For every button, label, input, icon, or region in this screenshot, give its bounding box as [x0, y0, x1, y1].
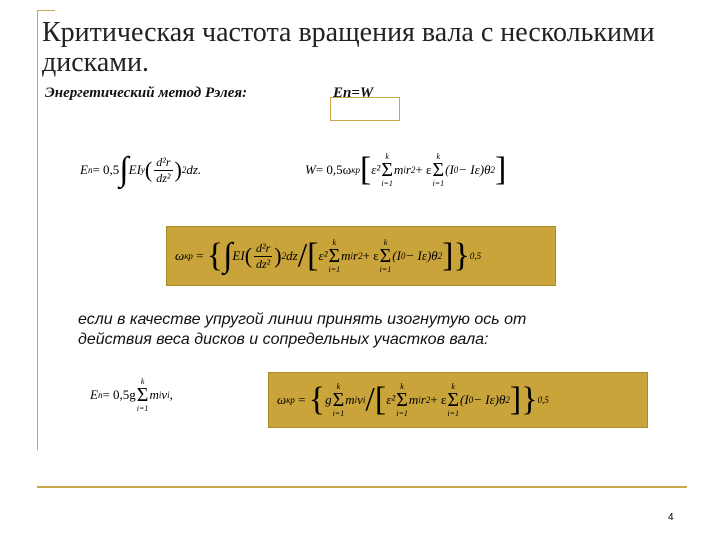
formula-subscript: y	[140, 165, 145, 175]
formula-stiffness: EI	[232, 248, 245, 263]
method-subtitle: Энергетический метод Рэлея:	[45, 85, 248, 101]
formula-subscript: п	[87, 165, 93, 175]
left-frame-line	[37, 10, 38, 450]
formula-subscript: кр	[351, 165, 360, 175]
formula-symbol: W	[305, 162, 316, 177]
fraction-numerator: d²r	[156, 154, 171, 169]
exponent: 2	[181, 165, 187, 175]
energy-equality: Еп=W	[333, 85, 374, 101]
formula-plus: + ε	[415, 162, 432, 177]
brace-left: {	[206, 237, 224, 274]
derivative-fraction	[154, 155, 172, 186]
footer-divider	[37, 486, 687, 488]
formula-stiffness: EI	[128, 162, 141, 177]
exponent: 0,5	[469, 251, 482, 261]
integral-sign: ∫	[119, 151, 129, 188]
formula-symbol: ω	[175, 248, 185, 263]
paren-right: )	[174, 157, 182, 182]
formula-kinetic-energy: W = 0,5ω кр [ ε² k Σ i=1 m i r 2 + ε k Σ i=1 (I 0 − I ε)θ 2 ]	[305, 151, 507, 188]
formula-radius: r	[405, 162, 411, 177]
division-slash: /	[297, 237, 308, 274]
slide-title: Критическая частота вращения вала с несколькими дисками.	[42, 17, 655, 78]
formula-symbol: E	[80, 162, 88, 177]
bracket-left: [	[359, 151, 372, 188]
page-number: 4	[668, 512, 674, 523]
fraction-denominator: dz²	[156, 170, 171, 185]
formula-critical-frequency: ω кр = { ∫ EI ( $\frac{\text{d²r}}{\text{dz²}}$ ) 2 dz / [ ε² k Σ i=1 m i r 2 + ε k Σ i=1 (I 0 − I ε)θ 2 ] } 0,5	[166, 226, 556, 286]
paren-left: (	[144, 157, 153, 182]
derivative-fraction: $\frac{\text{d²r}}{\text{dz²}}$	[256, 240, 271, 271]
energy-equality-box	[330, 97, 400, 121]
formula-coefficient: = 0,5	[92, 162, 120, 177]
top-frame-line	[37, 10, 55, 11]
formula-theta: ε)θ	[474, 162, 491, 177]
body-text: если в качестве упругой линии принять изогнутую ось от действия веса дисков и сопредельных участков вала:	[78, 311, 527, 348]
formula-potential-energy-weight: E п = 0,5g k Σ i=1 m i v i ,	[90, 377, 173, 413]
formula-eps: ε²	[371, 162, 381, 177]
formula-critical-frequency-weight: ω кр = { g k Σ i=1 m i v i / [ ε² k Σ i=1 m i r 2 + ε k Σ i=1 (I 0 − I ε)θ 2 ] } 0,5	[268, 372, 648, 428]
sum-sign: k Σ i=1	[432, 152, 445, 188]
formula-inertia: (I	[445, 162, 454, 177]
formula-coefficient: = 0,5ω	[315, 162, 352, 177]
formula-potential-energy	[80, 150, 201, 190]
sum-sign: k Σ i=1	[136, 377, 149, 413]
formula-minus: − I	[458, 162, 475, 177]
sum-sign: k Σ i=1	[381, 152, 393, 188]
integral-sign: ∫	[223, 237, 233, 274]
formula-differential: dz.	[186, 162, 202, 177]
formula-mass: m	[393, 162, 404, 177]
brace-right: }	[453, 237, 470, 274]
bracket-right: ]	[494, 151, 507, 188]
